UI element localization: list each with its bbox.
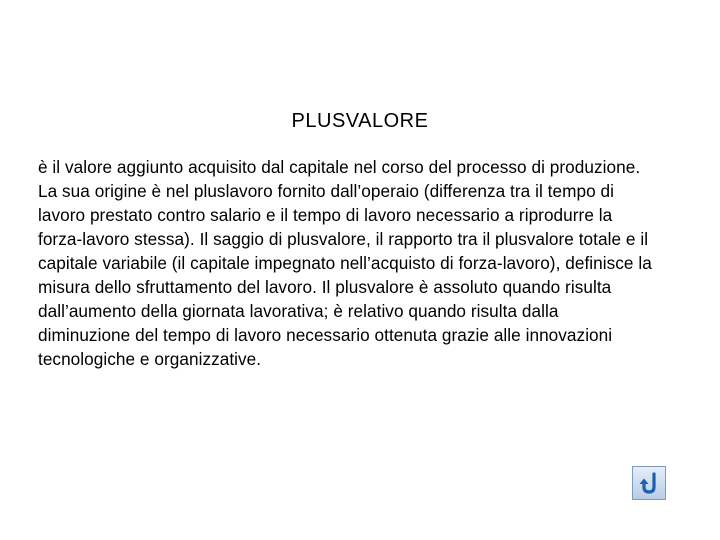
slide-body-text: è il valore aggiunto acquisito dal capitale nel corso del processo di produzione. La sua origine è nel pluslavoro fornito dall’operaio (differenza tra il tempo di lavoro prestato contro salario e il tempo di lavoro necessario a riprodurre la forza-lavoro stessa). Il saggio di plusvalore, il rapporto tra il plusvalore totale e il capitale variabile (il capitale impegnato nell’acquisto di forza-lavoro), definisce la misura dello sfruttamento del lavoro. Il plusvalore è assoluto quando risulta dall’aumento della giornata lavorativa; è relativo quando risulta dalla diminuzione del tempo di lavoro necessario ottenuta grazie alle innovazioni tecnologiche e organizzative. bbox=[38, 157, 652, 369]
back-button[interactable] bbox=[632, 466, 666, 500]
return-arrow-icon bbox=[636, 470, 662, 496]
slide-title: PLUSVALORE bbox=[291, 110, 429, 132]
